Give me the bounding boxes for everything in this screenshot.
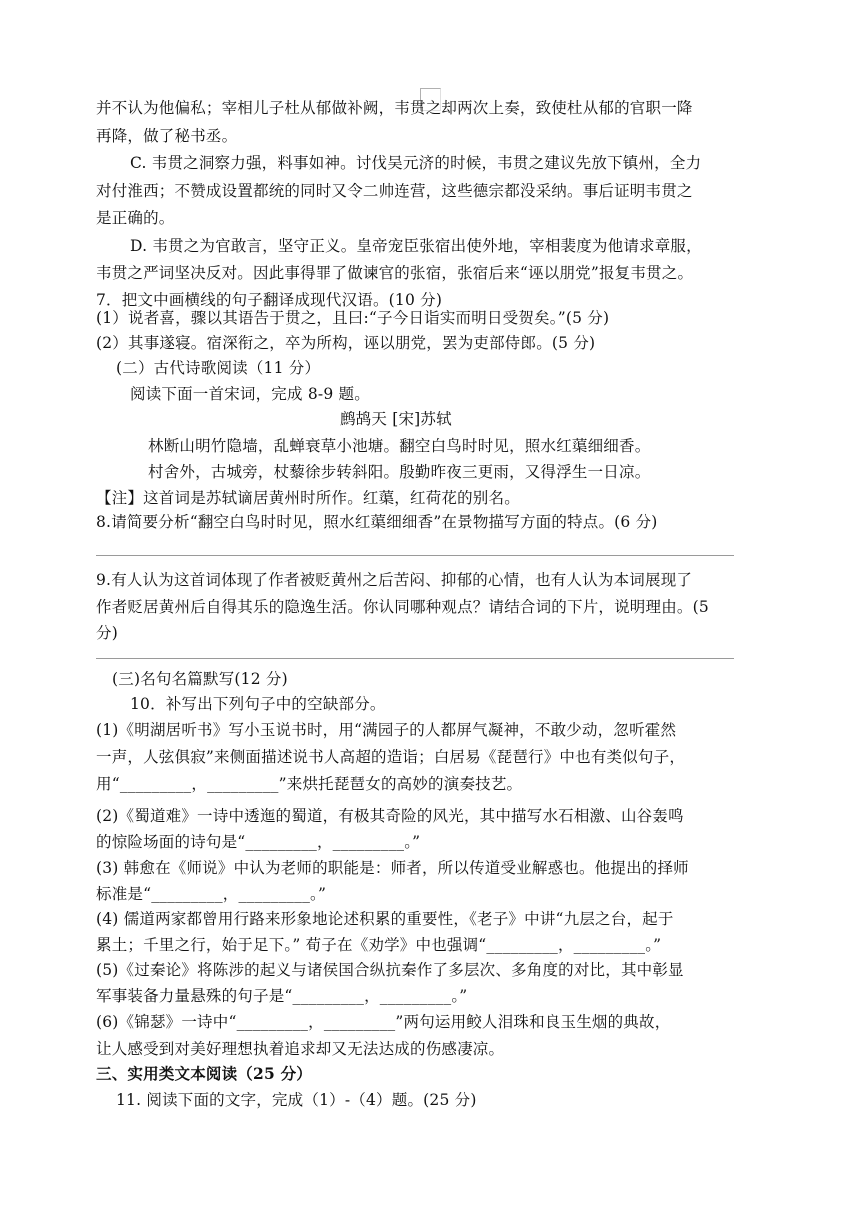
question-9-line: 作者贬居黄州后自得其乐的隐逸生活。你认同哪种观点？请结合词的下片，说明理由。(5 bbox=[96, 598, 709, 616]
section-heading-practical: 三、实用类文本阅读（25 分） bbox=[96, 1064, 312, 1083]
question-7-2: (2）其事遂寝。宿深衔之，卒为所构，诬以朋党，罢为吏部侍郎。(5 分) bbox=[96, 334, 596, 352]
poetry-instruction: 阅读下面一首宋词，完成 8-9 题。 bbox=[130, 385, 370, 403]
question-11-title: 11. 阅读下面的文字，完成（1）-（4）题。(25 分) bbox=[116, 1091, 477, 1109]
question-10-item: 军事装备力量悬殊的句子是“_________，_________。” bbox=[96, 987, 468, 1005]
question-10-item: (1)《明湖居听书》写小玉说书时，用“满园子的人都屏气凝神，不敢少动，忽听霍然 bbox=[96, 721, 677, 739]
question-10-item: 一声，人弦俱寂”来侧面描述说书人高超的造诣；白居易《琵琶行》中也有类似句子， bbox=[96, 748, 686, 766]
poem-line-2: 村舍外，古城旁，杖藜徐步转斜阳。殷勤昨夜三更雨，又得浮生一日凉。 bbox=[148, 463, 651, 481]
question-10-item: (5)《过秦论》将陈涉的起义与诸侯国合纵抗秦作了多层次、多角度的对比，其中彰显 bbox=[96, 961, 684, 979]
answer-line bbox=[96, 658, 734, 659]
answer-line bbox=[96, 555, 734, 556]
question-10-title: 10．补写出下列句子中的空缺部分。 bbox=[130, 695, 386, 713]
question-9-line: 分) bbox=[96, 624, 118, 642]
poem-note: 【注】这首词是苏轼谪居黄州时所作。红蕖，红荷花的别名。 bbox=[96, 489, 520, 507]
question-10-item: (3) 韩愈在《师说》中认为老师的职能是：师者，所以传道受业解惑也。他提出的择师 bbox=[96, 859, 689, 877]
text-line: 并不认为他偏私；宰相儿子杜从郁做补阙，韦贯之却两次上奏，致使杜从郁的官职一降 bbox=[96, 99, 693, 117]
text-line: 韦贯之严词坚决反对。因此事得罪了做谏官的张宿，张宿后来“诬以朋党”报复韦贯之。 bbox=[96, 264, 694, 282]
question-10-item: (2)《蜀道难》一诗中透迤的蜀道，有极其奇险的风光，其中描写水石相激、山谷轰鸣 bbox=[96, 807, 684, 825]
text-line: 对付淮西；不赞成设置都统的同时又令二帅连营，这些德宗都没采纳。事后证明韦贯之 bbox=[96, 182, 693, 200]
question-10-item: 让人感受到对美好理想执着追求却又无法达成的伤感凄凉。 bbox=[96, 1040, 505, 1058]
question-10-item: 累土；千里之行，始于足下。” 荀子在《劝学》中也强调“_________，_________。” bbox=[96, 936, 662, 954]
question-7-title: 7．把文中画横线的句子翻译成现代汉语。(10 分) bbox=[96, 291, 443, 309]
section-heading-poetry: (二）古代诗歌阅读（11 分） bbox=[116, 359, 321, 377]
question-10-item: 标准是“_________，_________。” bbox=[96, 885, 327, 903]
text-line: 是正确的。 bbox=[96, 209, 175, 227]
question-10-item: (6)《锦瑟》一诗中“_________，_________”两句运用鲛人泪珠和良玉生烟的典故， bbox=[96, 1013, 671, 1031]
option-d-line: D. 韦贯之为官敢言，坚守正义。皇帝宠臣张宿出使外地，宰相裴度为他请求章服， bbox=[130, 237, 702, 255]
question-8: 8.请简要分析“翻空白鸟时时见，照水红蕖细细香”在景物描写方面的特点。(6 分) bbox=[96, 513, 658, 531]
question-10-item: 用“_________，_________”来烘托琵琶女的高妙的演奏技艺。 bbox=[96, 775, 523, 793]
poem-title: 鹧鸪天 [宋]苏轼 bbox=[340, 410, 452, 428]
question-10-item: 的惊险场面的诗句是“_________，_________。” bbox=[96, 833, 421, 851]
question-7-1: (1）说者喜，骤以其语告于贯之，且曰:“子今日诣实而明日受贺矣。”(5 分) bbox=[96, 309, 610, 327]
text-line: 再降，做了秘书丞。 bbox=[96, 127, 238, 145]
option-c-line: C. 韦贯之洞察力强，料事如神。讨伐吴元济的时候，韦贯之建议先放下镇州，全力 bbox=[130, 154, 702, 172]
poem-line-1: 林断山明竹隐墙，乱蝉衰草小池塘。翻空白鸟时时见，照水红蕖细细香。 bbox=[148, 437, 651, 455]
section-heading-recitation: (三)名句名篇默写(12 分) bbox=[112, 670, 288, 688]
question-10-item: (4) 儒道两家都曾用行路来形象地论述积累的重要性，《老子》中讲“九层之台，起于 bbox=[96, 910, 674, 928]
question-9-line: 9.有人认为这首词体现了作者被贬黄州之后苦闷、抑郁的心情，也有人认为本词展现了 bbox=[96, 571, 693, 589]
